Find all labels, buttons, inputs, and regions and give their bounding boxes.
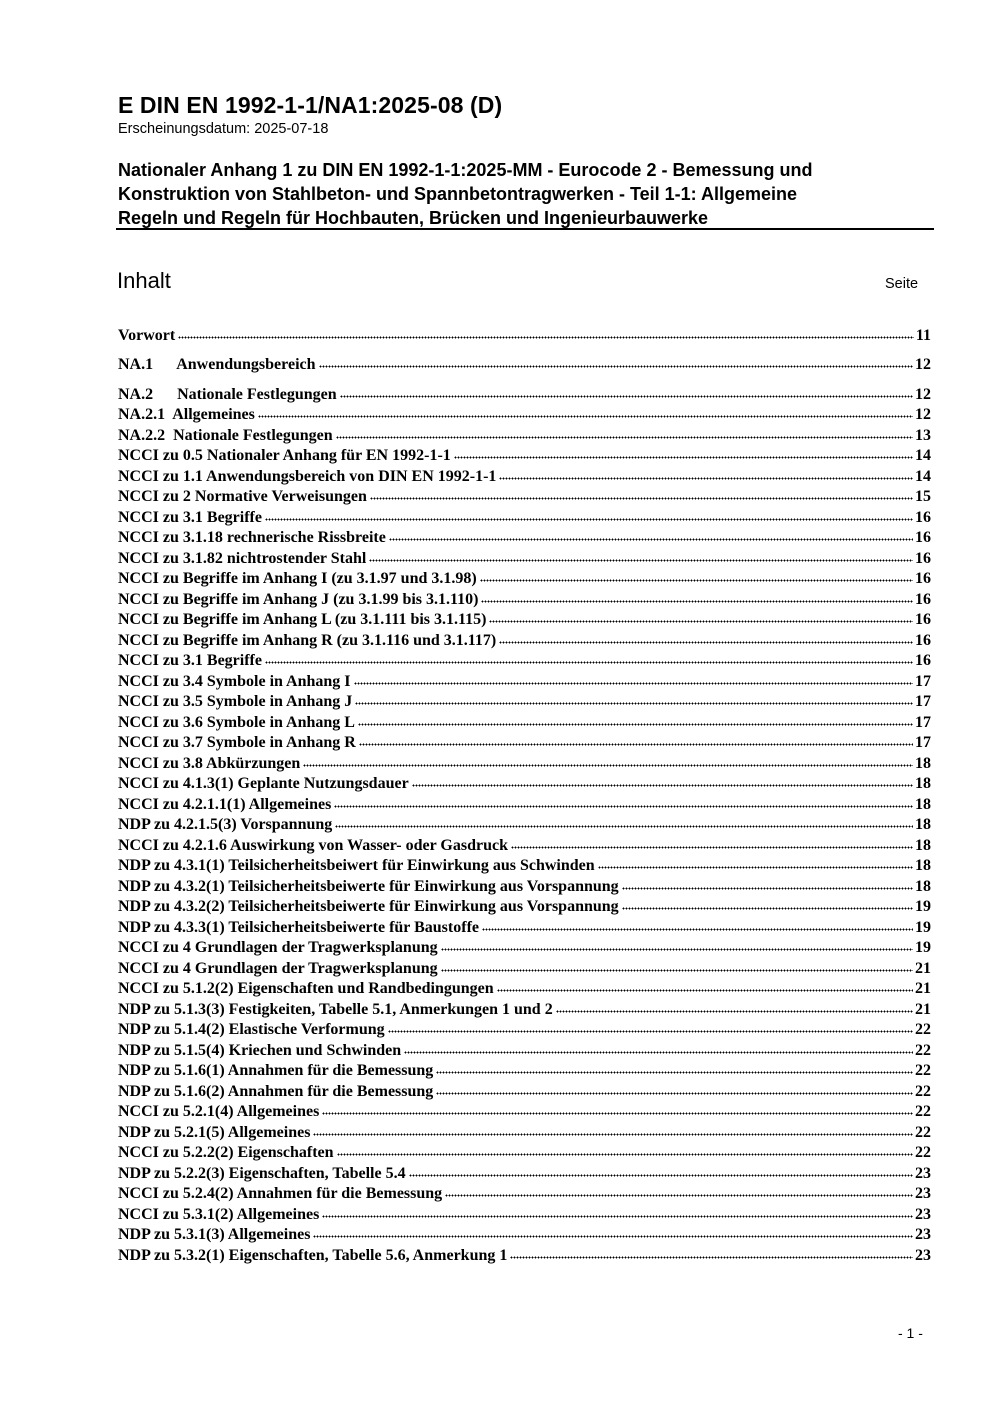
- toc-entry[interactable]: [118, 938, 931, 959]
- toc-dot-leader: [322, 1215, 913, 1220]
- toc-entry-page: 21: [915, 980, 931, 997]
- toc-entry-title: NDP zu 5.2.1(5) Allgemeines: [118, 1123, 311, 1141]
- toc-entry[interactable]: [118, 1122, 931, 1143]
- toc-entry-title: NDP zu 5.1.3(3) Festigkeiten, Tabelle 5.1, Anmerkungen 1 und 2: [118, 1000, 553, 1018]
- toc-entry-page: 22: [915, 1082, 931, 1100]
- toc-entry-title: NDP zu 5.2.2(3) Eigenschaften, Tabelle 5.4: [118, 1164, 406, 1182]
- toc-entry-page: 16: [915, 570, 931, 587]
- toc-dot-leader: [355, 702, 913, 707]
- toc-dot-leader: [303, 764, 913, 769]
- toc-dot-leader: [556, 1010, 913, 1015]
- toc-entry-title: NCCI zu 3.8 Abkürzungen: [118, 754, 301, 772]
- toc-entry-page: 14: [915, 447, 931, 464]
- toc-entry-page: 16: [915, 529, 931, 546]
- toc-entry-page: 12: [915, 385, 931, 403]
- toc-entry[interactable]: [118, 815, 931, 836]
- toc-entry-page: 16: [915, 652, 931, 669]
- title-divider: [116, 228, 934, 230]
- toc-dot-leader: [598, 866, 913, 871]
- toc-entry[interactable]: [118, 692, 931, 713]
- toc-dot-leader: [354, 682, 914, 687]
- toc-entry-title: NA.2 Nationale Festlegungen: [118, 385, 337, 403]
- toc-entry-title: NCCI zu 1.1 Anwendungsbereich von DIN EN 1992-1-1: [118, 467, 497, 485]
- toc-entry-title: NCCI zu 3.1 Begriffe: [118, 508, 262, 526]
- page-number: - 1 -: [898, 1325, 923, 1341]
- toc-dot-leader: [265, 661, 913, 666]
- toc-entry[interactable]: [118, 384, 931, 405]
- toc-entry-page: 18: [915, 754, 931, 772]
- toc-entry[interactable]: [118, 569, 931, 590]
- toc-entry[interactable]: [118, 876, 931, 897]
- toc-entry[interactable]: [118, 589, 931, 610]
- toc-entry-page: 13: [915, 426, 931, 444]
- toc-entry-page: 16: [915, 631, 931, 649]
- toc-entry-title: NCCI zu 3.4 Symbole in Anhang I: [118, 672, 351, 690]
- toc-entry[interactable]: [118, 651, 931, 672]
- toc-heading: Inhalt: [117, 268, 171, 293]
- toc-entry-title: NDP zu 4.2.1.5(3) Vorspannung: [118, 816, 333, 833]
- toc-entry[interactable]: [118, 733, 931, 754]
- table-of-contents: [118, 325, 931, 1266]
- toc-entry[interactable]: [118, 1020, 931, 1041]
- toc-entry-page: 18: [915, 775, 931, 792]
- toc-entry[interactable]: [118, 466, 931, 487]
- toc-dot-leader: [445, 1194, 913, 1199]
- toc-entry-page: 17: [915, 672, 931, 690]
- toc-entry[interactable]: [118, 999, 931, 1020]
- toc-entry-title: NDP zu 5.3.2(1) Eigenschaften, Tabelle 5.6, Anmerkung 1: [118, 1246, 508, 1264]
- toc-entry-page: 23: [915, 1164, 931, 1182]
- toc-entry[interactable]: [118, 1204, 931, 1225]
- toc-entry-page: 23: [915, 1205, 931, 1223]
- toc-entry[interactable]: [118, 671, 931, 692]
- toc-entry-title: NDP zu 5.3.1(3) Allgemeines: [118, 1226, 311, 1243]
- toc-dot-leader: [322, 1112, 913, 1117]
- toc-dot-leader: [336, 436, 913, 441]
- toc-dot-leader: [258, 415, 913, 420]
- toc-dot-leader: [409, 1174, 913, 1179]
- toc-entry-title: NDP zu 4.3.3(1) Teilsicherheitsbeiwerte für Baustoffe: [118, 918, 479, 936]
- toc-entry[interactable]: [118, 610, 931, 631]
- document-title: E DIN EN 1992-1-1/NA1:2025-08 (D): [118, 92, 503, 118]
- toc-entry[interactable]: [118, 1184, 931, 1205]
- toc-entry-title: NCCI zu 5.2.4(2) Annahmen für die Bemessung: [118, 1185, 443, 1202]
- toc-entry-page: 11: [915, 326, 931, 344]
- toc-entry-page: 22: [915, 1123, 931, 1141]
- toc-entry[interactable]: [118, 1245, 931, 1266]
- toc-entry-page: 22: [915, 1103, 931, 1120]
- toc-entry-page: 18: [915, 836, 931, 854]
- toc-dot-leader: [510, 1256, 913, 1261]
- toc-entry-title: NCCI zu 3.1.18 rechnerische Rissbreite: [118, 529, 386, 546]
- toc-entry[interactable]: [118, 425, 931, 446]
- toc-entry-page: 16: [915, 611, 931, 628]
- toc-entry[interactable]: [118, 835, 931, 856]
- toc-entry-page: 12: [915, 406, 931, 423]
- toc-entry[interactable]: [118, 1040, 931, 1061]
- toc-entry[interactable]: [118, 355, 931, 376]
- toc-entry[interactable]: [118, 507, 931, 528]
- toc-entry-title: NDP zu 5.1.4(2) Elastische Verformung: [118, 1021, 385, 1038]
- toc-entry-page: 17: [915, 693, 931, 710]
- toc-entry-title: NDP zu 5.1.6(2) Annahmen für die Bemessung: [118, 1082, 434, 1100]
- toc-entry[interactable]: [118, 753, 931, 774]
- toc-entry-page: 18: [915, 877, 931, 895]
- toc-dot-leader: [340, 395, 913, 400]
- publication-date: Erscheinungsdatum: 2025-07-18: [118, 121, 329, 137]
- toc-entry-title: NCCI zu Begriffe im Anhang L (zu 3.1.111 bis 3.1.115): [118, 611, 487, 628]
- toc-dot-leader: [499, 641, 913, 646]
- toc-entry[interactable]: [118, 1061, 931, 1082]
- toc-entry-page: 19: [915, 898, 931, 915]
- toc-dot-leader: [319, 365, 913, 370]
- toc-entry-title: NCCI zu 5.2.2(2) Eigenschaften: [118, 1144, 334, 1161]
- toc-dot-leader: [511, 846, 913, 851]
- toc-entry-page: 16: [915, 590, 931, 608]
- toc-dot-leader: [313, 1133, 913, 1138]
- subtitle-line: Konstruktion von Stahlbeton- und Spannbetontragwerken - Teil 1-1: Allgemeine: [118, 184, 798, 204]
- toc-entry-page: 22: [915, 1144, 931, 1161]
- toc-entry-page: 23: [915, 1226, 931, 1243]
- toc-dot-leader: [313, 1235, 913, 1240]
- toc-entry-page: 19: [915, 939, 931, 956]
- toc-dot-leader: [480, 579, 913, 584]
- toc-entry-title: NCCI zu 0.5 Nationaler Anhang für EN 1992-1-1: [118, 447, 451, 464]
- toc-entry-title: NCCI zu 4.2.1.1(1) Allgemeines: [118, 795, 332, 813]
- toc-entry-title: NA.2.1 Allgemeines: [118, 406, 255, 423]
- toc-entry-title: NDP zu 5.1.5(4) Kriechen und Schwinden: [118, 1041, 402, 1059]
- toc-entry-title: NCCI zu 4 Grundlagen der Tragwerksplanung: [118, 939, 438, 956]
- toc-entry[interactable]: [118, 794, 931, 815]
- toc-page-column-label: Seite: [885, 276, 919, 292]
- toc-entry[interactable]: [118, 446, 931, 467]
- toc-entry-page: 17: [915, 734, 931, 751]
- toc-entry-title: NCCI zu 5.3.1(2) Allgemeines: [118, 1205, 320, 1223]
- toc-dot-leader: [454, 456, 913, 461]
- toc-entry-title: Vorwort: [118, 326, 176, 344]
- toc-entry-page: 15: [915, 488, 931, 505]
- toc-dot-leader: [412, 784, 913, 789]
- toc-entry-title: NCCI zu 3.1.82 nichtrostender Stahl: [118, 549, 367, 567]
- toc-entry-title: NCCI zu 3.7 Symbole in Anhang R: [118, 734, 356, 751]
- toc-entry[interactable]: [118, 487, 931, 508]
- toc-dot-leader: [481, 600, 913, 605]
- toc-entry[interactable]: [118, 325, 931, 346]
- toc-dot-leader: [497, 989, 913, 994]
- toc-entry-title: NCCI zu Begriffe im Anhang R (zu 3.1.116 und 3.1.117): [118, 631, 497, 649]
- toc-entry-page: 17: [915, 713, 931, 731]
- toc-dot-leader: [369, 559, 913, 564]
- toc-entry-title: NCCI zu Begriffe im Anhang J (zu 3.1.99 bis 3.1.110): [118, 590, 479, 608]
- toc-entry-page: 18: [915, 857, 931, 874]
- toc-entry[interactable]: [118, 774, 931, 795]
- toc-dot-leader: [265, 518, 913, 523]
- toc-dot-leader: [370, 497, 913, 502]
- toc-entry-page: 16: [915, 549, 931, 567]
- toc-entry-title: NCCI zu 2 Normative Verweisungen: [118, 488, 367, 505]
- toc-dot-leader: [499, 477, 913, 482]
- toc-entry[interactable]: [118, 630, 931, 651]
- toc-entry-page: 21: [915, 1000, 931, 1018]
- toc-entry-title: NDP zu 4.3.2(2) Teilsicherheitsbeiwerte für Einwirkung aus Vorspannung: [118, 898, 619, 915]
- toc-entry[interactable]: [118, 548, 931, 569]
- toc-entry[interactable]: [118, 1102, 931, 1123]
- toc-entry-page: 21: [915, 959, 931, 977]
- toc-entry-title: NCCI zu 3.5 Symbole in Anhang J: [118, 693, 353, 710]
- toc-entry[interactable]: [118, 405, 931, 426]
- toc-entry-title: NCCI zu Begriffe im Anhang I (zu 3.1.97 und 3.1.98): [118, 570, 477, 587]
- toc-entry-page: 23: [915, 1246, 931, 1264]
- toc-entry-page: 22: [915, 1021, 931, 1038]
- toc-dot-leader: [335, 825, 913, 830]
- toc-dot-leader: [178, 336, 914, 341]
- toc-entry[interactable]: [118, 958, 931, 979]
- toc-entry-page: 23: [915, 1185, 931, 1202]
- toc-entry[interactable]: [118, 1143, 931, 1164]
- toc-entry[interactable]: [118, 856, 931, 877]
- toc-entry-page: 12: [915, 356, 931, 373]
- toc-entry-title: NCCI zu 5.2.1(4) Allgemeines: [118, 1103, 320, 1120]
- toc-entry-page: 22: [915, 1041, 931, 1059]
- toc-dot-leader: [389, 538, 913, 543]
- toc-dot-leader: [489, 620, 913, 625]
- subtitle-line: Nationaler Anhang 1 zu DIN EN 1992-1-1:2025-MM - Eurocode 2 - Bemessung und: [118, 160, 813, 180]
- document-subtitle: [118, 158, 933, 230]
- toc-entry-title: NCCI zu 4 Grundlagen der Tragwerksplanung: [118, 959, 438, 977]
- toc-entry-title: NCCI zu 4.2.1.6 Auswirkung von Wasser- oder Gasdruck: [118, 836, 508, 854]
- toc-entry[interactable]: [118, 979, 931, 1000]
- toc-entry-title: NA.1 Anwendungsbereich: [118, 356, 316, 373]
- toc-entry-page: 18: [915, 795, 931, 813]
- toc-entry-title: NDP zu 4.3.2(1) Teilsicherheitsbeiwerte für Einwirkung aus Vorspannung: [118, 877, 619, 895]
- toc-entry[interactable]: [118, 897, 931, 918]
- toc-entry-page: 19: [915, 918, 931, 936]
- toc-dot-leader: [436, 1092, 913, 1097]
- toc-dot-leader: [441, 969, 913, 974]
- toc-entry-title: NCCI zu 3.1 Begriffe: [118, 652, 262, 669]
- toc-entry[interactable]: [118, 1163, 931, 1184]
- subtitle-line: Regeln und Regeln für Hochbauten, Brücken und Ingenieurbauwerke: [118, 208, 709, 228]
- toc-dot-leader: [359, 743, 913, 748]
- toc-dot-leader: [358, 723, 913, 728]
- toc-entry[interactable]: [118, 1225, 931, 1246]
- toc-entry-page: 22: [915, 1062, 931, 1079]
- toc-dot-leader: [622, 907, 913, 912]
- toc-entry-title: NCCI zu 5.1.2(2) Eigenschaften und Randbedingungen: [118, 980, 494, 997]
- toc-entry-title: NDP zu 5.1.6(1) Annahmen für die Bemessung: [118, 1062, 434, 1079]
- toc-entry[interactable]: [118, 1081, 931, 1102]
- toc-entry-page: 16: [915, 508, 931, 526]
- toc-entry[interactable]: [118, 712, 931, 733]
- toc-dot-leader: [622, 887, 913, 892]
- toc-entry-title: NDP zu 4.3.1(1) Teilsicherheitsbeiwert für Einwirkung aus Schwinden: [118, 857, 595, 874]
- toc-dot-leader: [482, 928, 913, 933]
- toc-entry-title: NA.2.2 Nationale Festlegungen: [118, 426, 333, 444]
- toc-dot-leader: [337, 1153, 913, 1158]
- toc-entry-page: 18: [915, 816, 931, 833]
- toc-dot-leader: [388, 1030, 913, 1035]
- toc-entry-title: NCCI zu 3.6 Symbole in Anhang L: [118, 713, 355, 731]
- toc-dot-leader: [441, 948, 913, 953]
- toc-dot-leader: [436, 1071, 913, 1076]
- toc-dot-leader: [334, 805, 913, 810]
- toc-entry-page: 14: [915, 467, 931, 485]
- toc-entry[interactable]: [118, 917, 931, 938]
- toc-entry[interactable]: [118, 528, 931, 549]
- toc-entry-title: NCCI zu 4.1.3(1) Geplante Nutzungsdauer: [118, 775, 409, 792]
- toc-dot-leader: [404, 1051, 913, 1056]
